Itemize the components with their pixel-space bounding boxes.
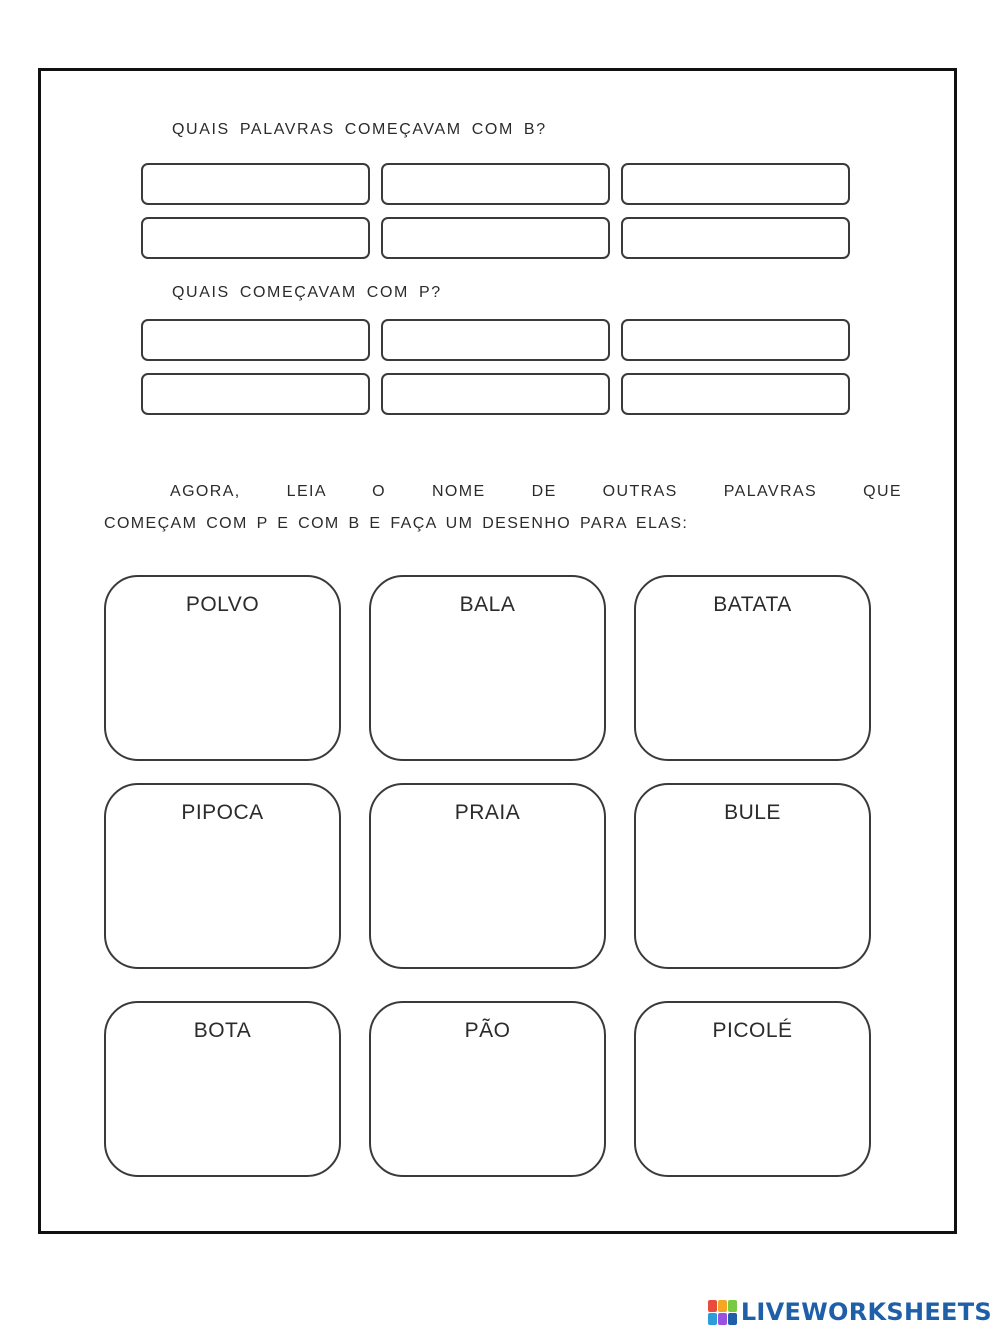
answer-b-5[interactable] <box>381 217 610 259</box>
answer-b-6[interactable] <box>621 217 850 259</box>
drawing-box-picole[interactable]: PICOLÉ <box>634 1001 871 1177</box>
drawing-box-batata[interactable]: BATATA <box>634 575 871 761</box>
logo-tile-1 <box>708 1300 717 1312</box>
drawing-box-bota[interactable]: BOTA <box>104 1001 341 1177</box>
answer-p-1[interactable] <box>141 319 370 361</box>
logo-tile-2 <box>718 1300 727 1312</box>
logo-tile-4 <box>708 1313 717 1325</box>
question-p: QUAIS COMEÇAVAM COM P? <box>172 284 442 301</box>
answer-b-3[interactable] <box>621 163 850 205</box>
instruction-line-1: AGORA, LEIA O NOME DE OUTRAS PALAVRAS QUE <box>170 483 902 500</box>
drawing-box-polvo[interactable]: POLVO <box>104 575 341 761</box>
drawing-box-bala[interactable]: BALA <box>369 575 606 761</box>
answer-p-2[interactable] <box>381 319 610 361</box>
answer-grid-p <box>141 319 851 415</box>
answer-p-4[interactable] <box>141 373 370 415</box>
drawing-box-pao[interactable]: PÃO <box>369 1001 606 1177</box>
instruction-line-2: COMEÇAM COM P E COM B E FAÇA UM DESENHO PARA ELAS: <box>104 515 689 532</box>
logo-tile-6 <box>728 1313 737 1325</box>
liveworksheets-logo-icon <box>708 1300 737 1325</box>
answer-grid-b <box>141 163 851 259</box>
drawing-box-bule[interactable]: BULE <box>634 783 871 969</box>
answer-b-2[interactable] <box>381 163 610 205</box>
drawing-grid <box>104 575 871 1177</box>
drawing-box-praia[interactable]: PRAIA <box>369 783 606 969</box>
question-b: QUAIS PALAVRAS COMEÇAVAM COM B? <box>172 121 547 138</box>
answer-p-3[interactable] <box>621 319 850 361</box>
logo-tile-3 <box>728 1300 737 1312</box>
liveworksheets-brand[interactable] <box>708 1297 992 1327</box>
drawing-box-pipoca[interactable]: PIPOCA <box>104 783 341 969</box>
answer-p-6[interactable] <box>621 373 850 415</box>
logo-tile-5 <box>718 1313 727 1325</box>
answer-b-4[interactable] <box>141 217 370 259</box>
answer-p-5[interactable] <box>381 373 610 415</box>
answer-b-1[interactable] <box>141 163 370 205</box>
brand-name: LIVEWORKSHEETS <box>740 1298 992 1326</box>
instruction-text <box>104 476 902 540</box>
